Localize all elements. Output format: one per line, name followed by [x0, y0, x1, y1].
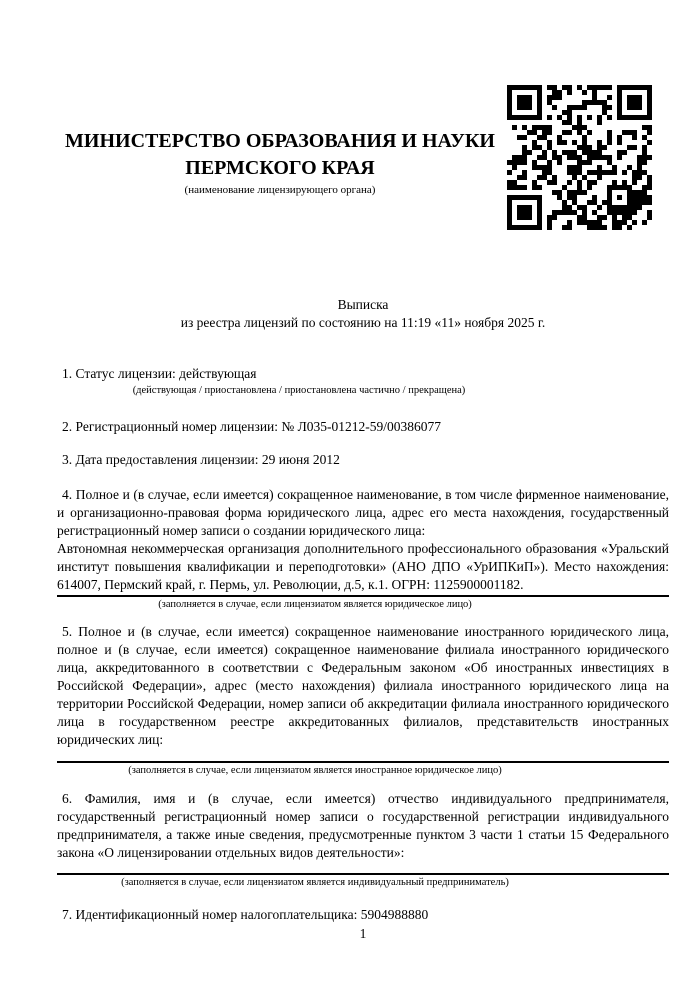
license-status-caption: (действующая / приостановлена / приостановлена частично / прекращена) — [132, 385, 466, 396]
taxpayer-id: 7. Идентификационный номер налогоплательщика: 5904988880 — [62, 907, 429, 922]
item4-question: 4. Полное и (в случае, если имеется) сокращенное наименование, в том числе фирменное наименование, и организационно-правовая форма юридического лица, адрес его места нахождения, государственный регистрационный номер записи о создании юридического лица: — [57, 487, 669, 538]
item5-caption: (заполняется в случае, если лицензиатом является иностранное юридическое лицо) — [128, 765, 502, 776]
item4-answer: Автономная некоммерческая организация дополнительного профессионального образования «Уральский институт повышения квалификации и переподготовки» (АНО ДПО «УрИПКиП»). Место нахождения: 614007, Пермский край, г. Пермь, ул. Революции, д.5, к.1. ОГРН: 1125900001182. — [57, 541, 669, 592]
issuing-authority-name — [57, 128, 503, 182]
item5-question: 5. Полное и (в случае, если имеется) сокращенное наименование иностранного юридического лица, полное и (в случае, если имеется) сокращенное наименование филиала иностранного юридического лица, аккредитованного в соответствии с Федеральным законом «Об иностранных инвестициях в Российской Федерации», адрес (место нахождения) филиала иностранного юридического лица на территории Российской Федерации, номер записи об аккредитации филиала иностранного юридического лица в государственном реестре аккредитованных филиалов, представительств иностранных юридических лиц: — [57, 624, 669, 747]
registration-number: 2. Регистрационный номер лицензии: № Л035-01212-59/00386077 — [62, 419, 442, 434]
ministry-line2: ПЕРМСКОГО КРАЯ — [185, 157, 375, 179]
title-line2: из реестра лицензий по состоянию на 11:19 «11» ноября 2025 г. — [180, 315, 546, 330]
item6-question: 6. Фамилия, имя и (в случае, если имеется) отчество индивидуального предпринимателя, государственный регистрационный номер записи о государственной регистрации индивидуального предпринимателя, а также иные сведения, предусмотренные пунктом 3 части 1 статьи 15 Федерального закона «О лицензировании отдельных видов деятельности»: — [57, 791, 669, 860]
item6-caption: (заполняется в случае, если лицензиатом является индивидуальный предприниматель) — [121, 877, 509, 888]
document-title — [57, 296, 669, 332]
license-status: 1. Статус лицензии: действующая — [62, 366, 257, 381]
ministry-line1: МИНИСТЕРСТВО ОБРАЗОВАНИЯ И НАУКИ — [65, 130, 495, 152]
page-number: 1 — [359, 926, 367, 941]
document-body — [57, 296, 669, 924]
field-underline — [57, 761, 669, 763]
item4-caption: (заполняется в случае, если лицензиатом является юридическое лицо) — [158, 599, 472, 610]
grant-date: 3. Дата предоставления лицензии: 29 июня 2012 — [62, 452, 340, 467]
field-underline — [57, 873, 669, 875]
qr-code-icon — [507, 85, 652, 230]
title-line1: Выписка — [337, 297, 389, 312]
letterhead — [57, 128, 503, 197]
field-underline — [57, 595, 669, 597]
authority-caption: (наименование лицензирующего органа) — [184, 184, 376, 196]
